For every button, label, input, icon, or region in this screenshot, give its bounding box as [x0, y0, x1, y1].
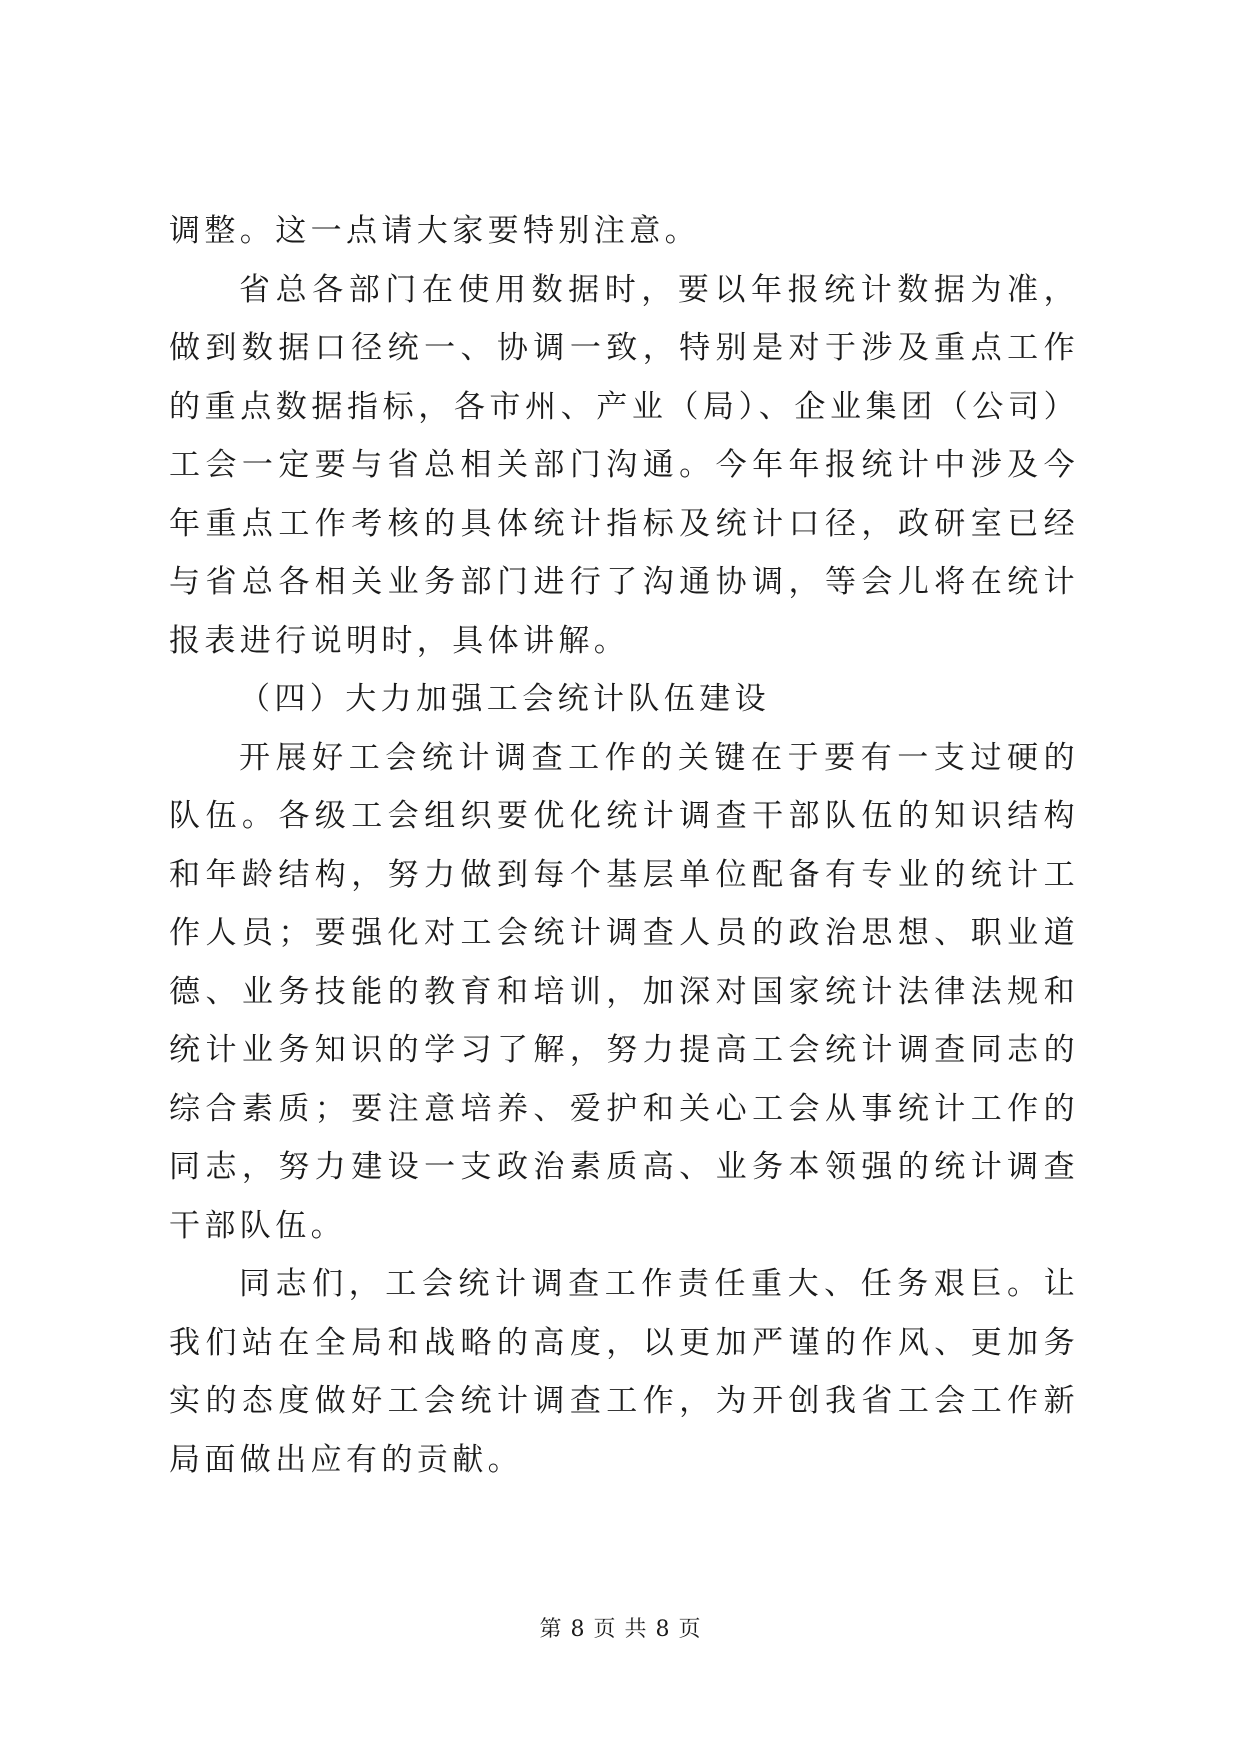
paragraph-data-usage: 省总各部门在使用数据时，要以年报统计数据为准，做到数据口径统一、协调一致，特别是对于涉及重点工作的重点数据指标，各市州、产业（局）、企业集团（公司）工会一定要与省总相关部门沟通。今年年报统计中涉及今年重点工作考核的具体统计指标及统计口径，政研室已经与省总各相关业务部门进行了沟通协调，等会儿将在统计报表进行说明时，具体讲解。	[169, 271, 1079, 659]
document-body	[169, 202, 1079, 1489]
section-heading-four: （四）大力加强工会统计队伍建设	[239, 681, 770, 717]
paragraph-closing: 同志们，工会统计调查工作责任重大、任务艰巨。让我们站在全局和战略的高度，以更加严谨的作风、更加务实的态度做好工会统计调查工作，为开创我省工会工作新局面做出应有的贡献。	[169, 1266, 1079, 1478]
page-number-footer: 第 8 页 共 8 页	[539, 1617, 702, 1642]
paragraph-team-building: 开展好工会统计调查工作的关键在于要有一支过硬的队伍。各级工会组织要优化统计调查干部队伍的知识结构和年龄结构，努力做到每个基层单位配备有专业的统计工作人员；要强化对工会统计调查人员的政治思想、职业道德、业务技能的教育和培训，加深对国家统计法律法规和统计业务知识的学习了解，努力提高工会统计调查同志的综合素质；要注意培养、爱护和关心工会从事统计工作的同志，努力建设一支政治素质高、业务本领强的统计调查干部队伍。	[169, 739, 1079, 1244]
paragraph-continuation: 调整。这一点请大家要特别注意。	[169, 213, 700, 249]
